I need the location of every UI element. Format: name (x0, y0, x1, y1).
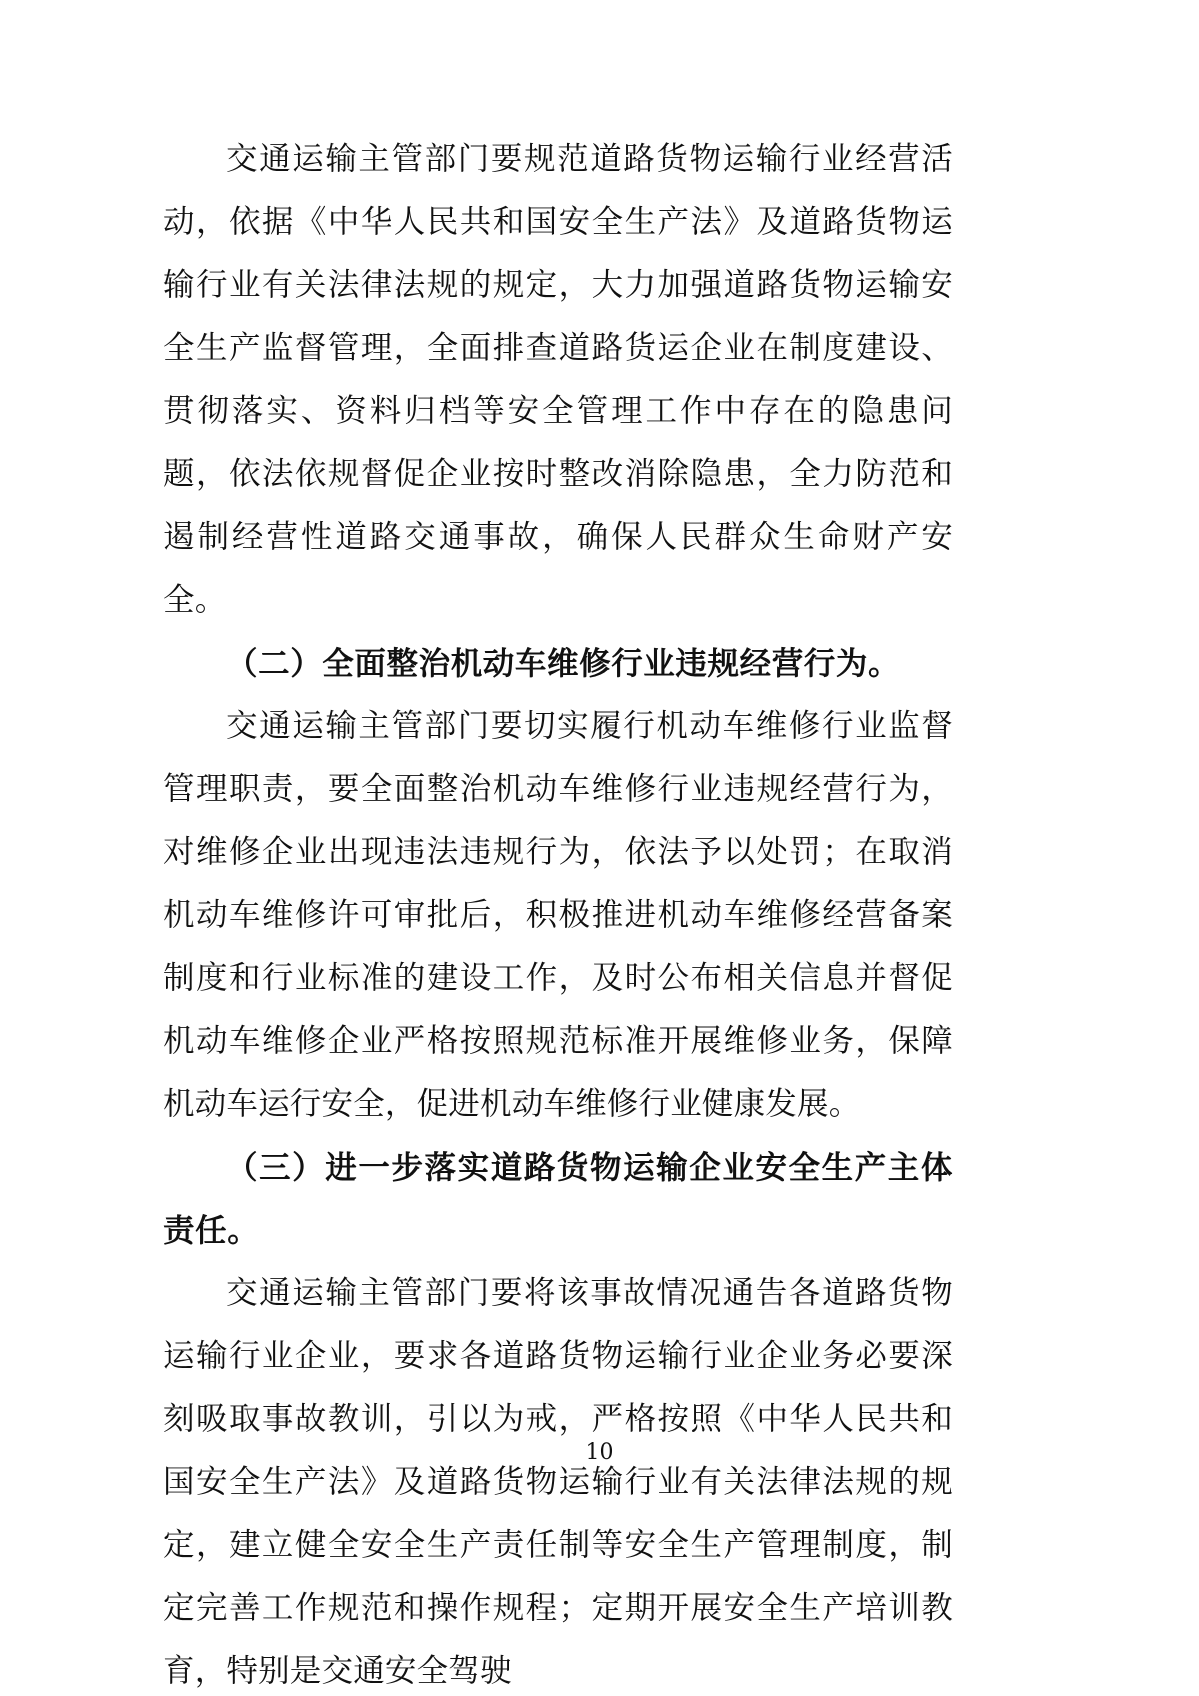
section-heading: （三）进一步落实道路货物运输企业安全生产主体责任。 (163, 1149, 953, 1249)
page-number: 10 (585, 1440, 614, 1465)
paragraph: 交通运输主管部门要规范道路货物运输行业经营活动，依据《中华人民共和国安全生产法》及道路货物运输行业有关法律法规的规定，大力加强道路货物运输安全生产监督管理，全面排查道路货运企业在制度建设、贯彻落实、资料归档等安全管理工作中存在的隐患问题，依法依规督促企业按时整改消除隐患，全力防范和遏制经营性道路交通事故，确保人民群众生命财产安全。 (163, 141, 953, 618)
paragraph: 交通运输主管部门要将该事故情况通告各道路货物运输行业企业，要求各道路货物运输行业企业务必要深刻吸取事故教训，引以为戒，严格按照《中华人民共和国安全生产法》及道路货物运输行业有关法律法规的规定，建立健全安全生产责任制等安全生产管理制度，制定完善工作规范和操作规程；定期开展安全生产培训教育，特别是交通安全驾驶 (163, 1275, 953, 1689)
section-heading: （二）全面整治机动车维修行业违规经营行为。 (226, 645, 901, 682)
paragraph: 交通运输主管部门要切实履行机动车维修行业监督管理职责，要全面整治机动车维修行业违规经营行为，对维修企业出现违法违规行为，依法予以处罚；在取消机动车维修许可审批后，积极推进机动车维修经营备案制度和行业标准的建设工作，及时公布相关信息并督促机动车维修企业严格按照规范标准开展维修业务，保障机动车运行安全，促进机动车维修行业健康发展。 (163, 708, 953, 1122)
